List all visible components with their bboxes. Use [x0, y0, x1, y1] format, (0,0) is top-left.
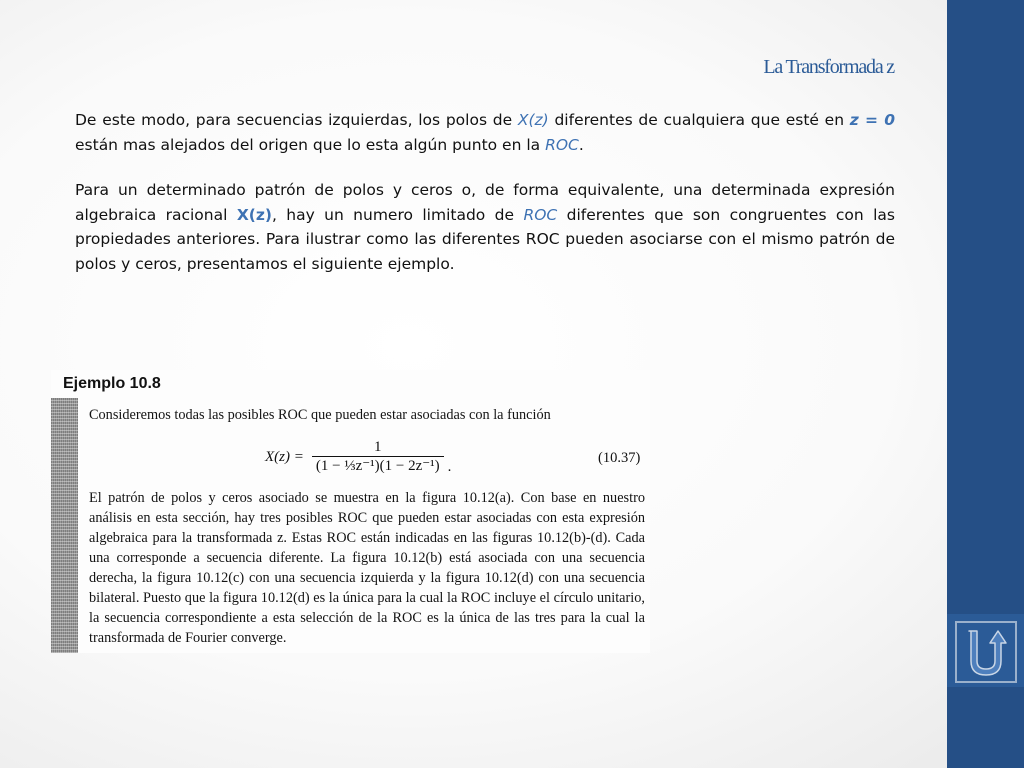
paragraph-2	[75, 178, 895, 276]
equation	[265, 437, 451, 477]
highlight-roc: ROC	[545, 135, 579, 154]
example-intro: Consideremos todas las posibles ROC que pueden estar asociadas con la función	[89, 407, 551, 423]
text-run: .	[578, 135, 584, 154]
equation-numerator: 1	[374, 438, 382, 455]
highlight-roc: ROC	[523, 205, 558, 224]
equation-denominator: (1 − ⅓z⁻¹)(1 − 2z⁻¹)	[315, 457, 440, 474]
example-title: Ejemplo 10.8	[63, 375, 161, 392]
paragraph-1	[75, 108, 895, 157]
scanned-example-image	[51, 370, 650, 653]
highlight-xz: X(z)	[236, 205, 272, 224]
scan-margin-bar	[51, 398, 78, 653]
text-run: De este modo, para secuencias izquierdas, los polos de	[75, 111, 518, 129]
slide-content	[75, 108, 895, 297]
equation-lhs: X(z) =	[265, 448, 304, 465]
highlight-z0: z = 0	[849, 111, 895, 129]
equation-fraction	[312, 439, 444, 476]
text-run: están mas alejados del origen que lo esta algún punto en la	[75, 135, 546, 154]
highlight-xz: X(z)	[517, 111, 549, 129]
u-turn-return-icon	[957, 623, 1015, 681]
text-run: , hay un numero limitado de	[271, 205, 524, 224]
return-button[interactable]	[955, 621, 1017, 683]
equation-period: .	[447, 459, 452, 475]
text-run: diferentes que son congruentes con las propiedades anteriores. Para ilustrar como las diferentes ROC pueden asociarse con el mismo patrón de polos y ceros, presentamos el siguiente ejemplo.	[75, 205, 895, 273]
text-run: Para un determinado patrón de polos y ceros o, de forma equivalente, una determinada expresión algebraica racional	[75, 181, 895, 224]
text-run: diferentes de cualquiera que esté en	[548, 111, 850, 129]
equation-number: (10.37)	[598, 450, 641, 466]
example-body: El patrón de polos y ceros asociado se muestra en la figura 10.12(a). Con base en nuestro análisis en esta sección, hay tres posibles ROC que pueden estar asociadas con esta expresión algebraica para la transformada z. Estas ROC están indicadas en las figuras 10.12(b)-(d). Cada una corresponde a secuencia diferente. La figura 10.12(b) está asociada con una secuencia derecha, la figura 10.12(c) con una secuencia izquierda y la figura 10.12(d) con una secuencia bilateral. Puesto que la figura 10.12(d) es la única para la cual la ROC incluye el círculo unitario, la secuencia correspondiente a esta selección de la ROC es la única de las tres para la cual la transformada de Fourier converge.	[89, 490, 645, 646]
slide-title: La Transformada z	[763, 56, 894, 78]
